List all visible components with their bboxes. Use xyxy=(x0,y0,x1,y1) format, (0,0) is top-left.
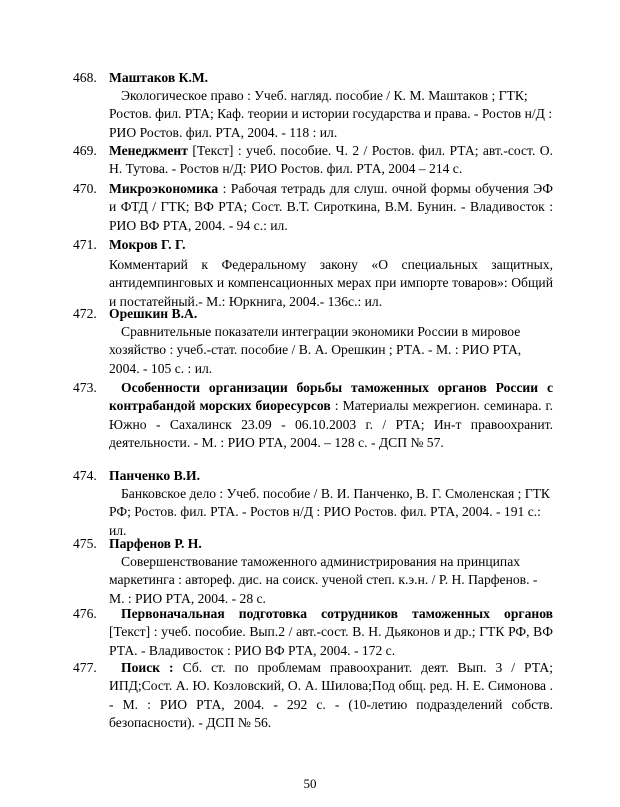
entry-number: 477. xyxy=(73,660,97,675)
entry-title: Микроэкономика xyxy=(109,181,219,196)
entry-title: Мокров Г. Г. xyxy=(109,237,186,252)
entry-content xyxy=(109,379,553,453)
page-number: 50 xyxy=(303,776,317,791)
entry-title: Менеджмент xyxy=(109,143,188,158)
entry-title: Первоначальная подготовка сотрудников таможенных органов xyxy=(121,606,553,621)
entry-number: 472. xyxy=(73,306,97,321)
entry-text: Экологическое право : Учеб. нагляд. пособие / К. М. Маштаков ; ГТК; Ростов. фил. РТА; Каф. теории и истории государства и права. - Ростов н/Д : РИО Ростов. фил. РТА, 2004. - 118 : ил. xyxy=(109,88,553,140)
entry-number: 474. xyxy=(73,468,97,483)
entry-content xyxy=(109,142,553,179)
entry-number: 473. xyxy=(73,380,97,395)
entry-number: 470. xyxy=(73,181,97,196)
entry-text: : Рабочая тетрадь для слуш. очной формы обучения ЭФ и ФТД / ГТК; ВФ РТА; Сост. В.Т. Сироткина, В.М. Бунин. - Владивосток : РИО ВФ РТА, 2004. - 94 с.: ил. xyxy=(109,181,553,233)
entry-number: 471. xyxy=(73,237,97,252)
entry-text: [Текст] : учеб. пособие. Вып.2 / авт.-сост. В. Н. Дьяконов и др.; ГТК РФ, ВФ РТА. - Владивосток : РИО ВФ РТА, 2004. - 172 с. xyxy=(109,624,553,658)
entry-number: 468. xyxy=(73,70,97,85)
entry-number: 476. xyxy=(73,606,97,621)
entry-content xyxy=(109,180,553,235)
entry-content xyxy=(109,605,553,660)
entry-title: Особенности организации борьбы таможенных органов России с контрабандой морских биоресурсов xyxy=(109,380,553,414)
entry-text: : Материалы межрегион. семинара. г. Южно - Сахалинск 23.09 - 06.10.2003 г. / РТА; Ин-т правоохранит. деятельности. - М. : РИО РТА, 2004. – 128 с. - ДСП № 57. xyxy=(109,398,553,451)
entry-title: Парфенов Р. Н. xyxy=(109,536,202,551)
entry-text: Сравнительные показатели интеграции экономики России в мировое хозяйство : учеб.-стат. пособие / В. А. Орешкин ; РТА. - М. : РИО РТА, 2004. - 105 с. : ил. xyxy=(109,324,522,376)
entry-text: Совершенствование таможенного администрирования на принципах маркетинга : автореф. дис. на соиск. ученой степ. к.э.н. / Р. Н. Парфенов. - М. : РИО РТА, 2004. - 28 с. xyxy=(109,554,538,606)
entry-text: [Текст] : учеб. пособие. Ч. 2 / Ростов. фил. РТА; авт.-сост. О. Н. Тутова. - Ростов н/Д: РИО Ростов. фил. РТА, 2004 – 214 с. xyxy=(109,143,553,177)
entry-content xyxy=(109,659,553,733)
entry-title: Поиск : xyxy=(121,660,174,675)
entry-title: Панченко В.И. xyxy=(109,468,201,483)
entry-title: Маштаков К.М. xyxy=(109,70,209,85)
entry-number: 469. xyxy=(73,143,97,158)
entry-text: Банковское дело : Учеб. пособие / В. И. Панченко, В. Г. Смоленская ; ГТК РФ; Ростов. фил. РТА. - Ростов н/Д : РИО Ростов. фил. РТА, 2004. - 191 с.: ил. xyxy=(109,486,550,538)
entry-number: 475. xyxy=(73,536,97,551)
entry-title: Орешкин В.А. xyxy=(109,306,198,321)
entry-text: Сб. ст. по проблемам правоохранит. деят. Вып. 3 / РТА; ИПД;Сост. А. Ю. Козловский, О. А. Шилова;Под общ. ред. Н. Е. Симонова . - М. : РИО РТА, 2004. - 292 с. - (10-летию подразделений собств. безопасности). - ДСП № 56. xyxy=(109,660,553,731)
entry-text: Комментарий к Федеральному закону «О специальных защитных, антидемпинговых и компенсационных мерах при импорте товаров»: Общий и постатейный.- М.: Юркнига, 2004.- 136с.: ил. xyxy=(109,257,553,309)
